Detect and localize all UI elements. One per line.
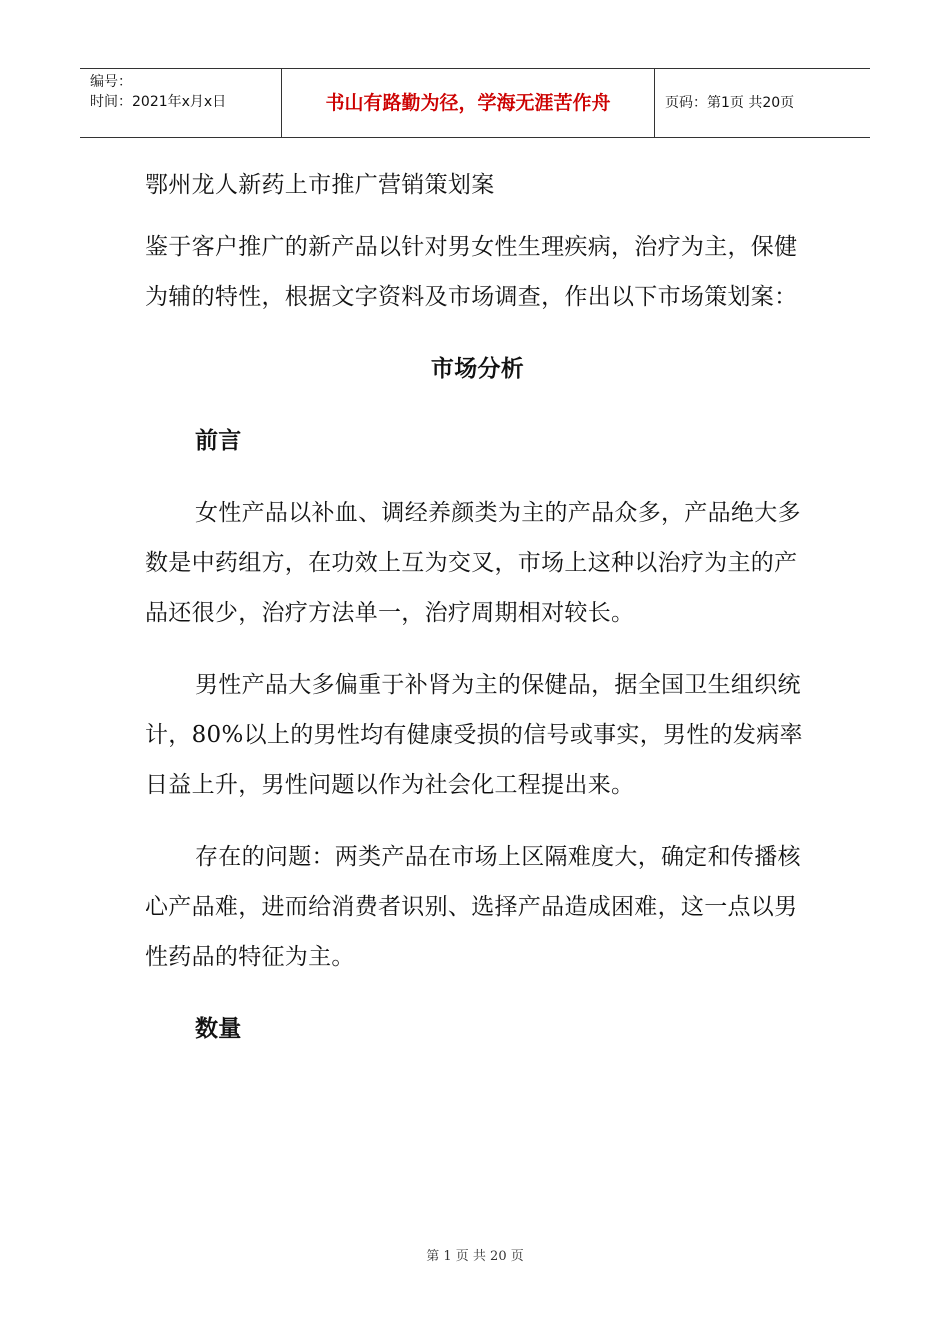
section-title: 市场分析 [430, 355, 525, 382]
subheading-quantity: 数量 [195, 1015, 242, 1042]
header-meta-cell [80, 69, 282, 137]
header-motto: 书山有路勤为径，学海无涯苦作舟 [282, 69, 655, 137]
page-header [80, 68, 870, 138]
document-title: 鄂州龙人新药上市推广营销策划案 [145, 172, 495, 198]
paragraph-male-products: 男性产品大多偏重于补肾为主的保健品，据全国卫生组织统计，80%以上的男性均有健康受损的信号或事实，男性的发病率日益上升，男性问题以作为社会化工程提出来。 [145, 672, 803, 798]
paragraph-problems: 存在的问题：两类产品在市场上区隔难度大，确定和传播核心产品难，进而给消费者识别、选择产品造成困难，这一点以男性药品的特征为主。 [145, 844, 801, 970]
number-label: 编号： [90, 74, 132, 90]
document-body [145, 160, 810, 1054]
intro-paragraph: 鉴于客户推广的新产品以针对男女性生理疾病，治疗为主，保健为辅的特性，根据文字资料及市场调查，作出以下市场策划案： [145, 234, 798, 310]
page-footer: 第 1 页 共 20 页 [426, 1249, 524, 1264]
time-label: 时间：2021年x月x日 [90, 94, 227, 110]
paragraph-female-products: 女性产品以补血、调经养颜类为主的产品众多，产品绝大多数是中药组方，在功效上互为交叉，市场上这种以治疗为主的产品还很少，治疗方法单一，治疗周期相对较长。 [145, 500, 801, 626]
subheading-preface: 前言 [195, 427, 242, 454]
header-page-label: 页码：第1页 共20页 [665, 95, 795, 111]
